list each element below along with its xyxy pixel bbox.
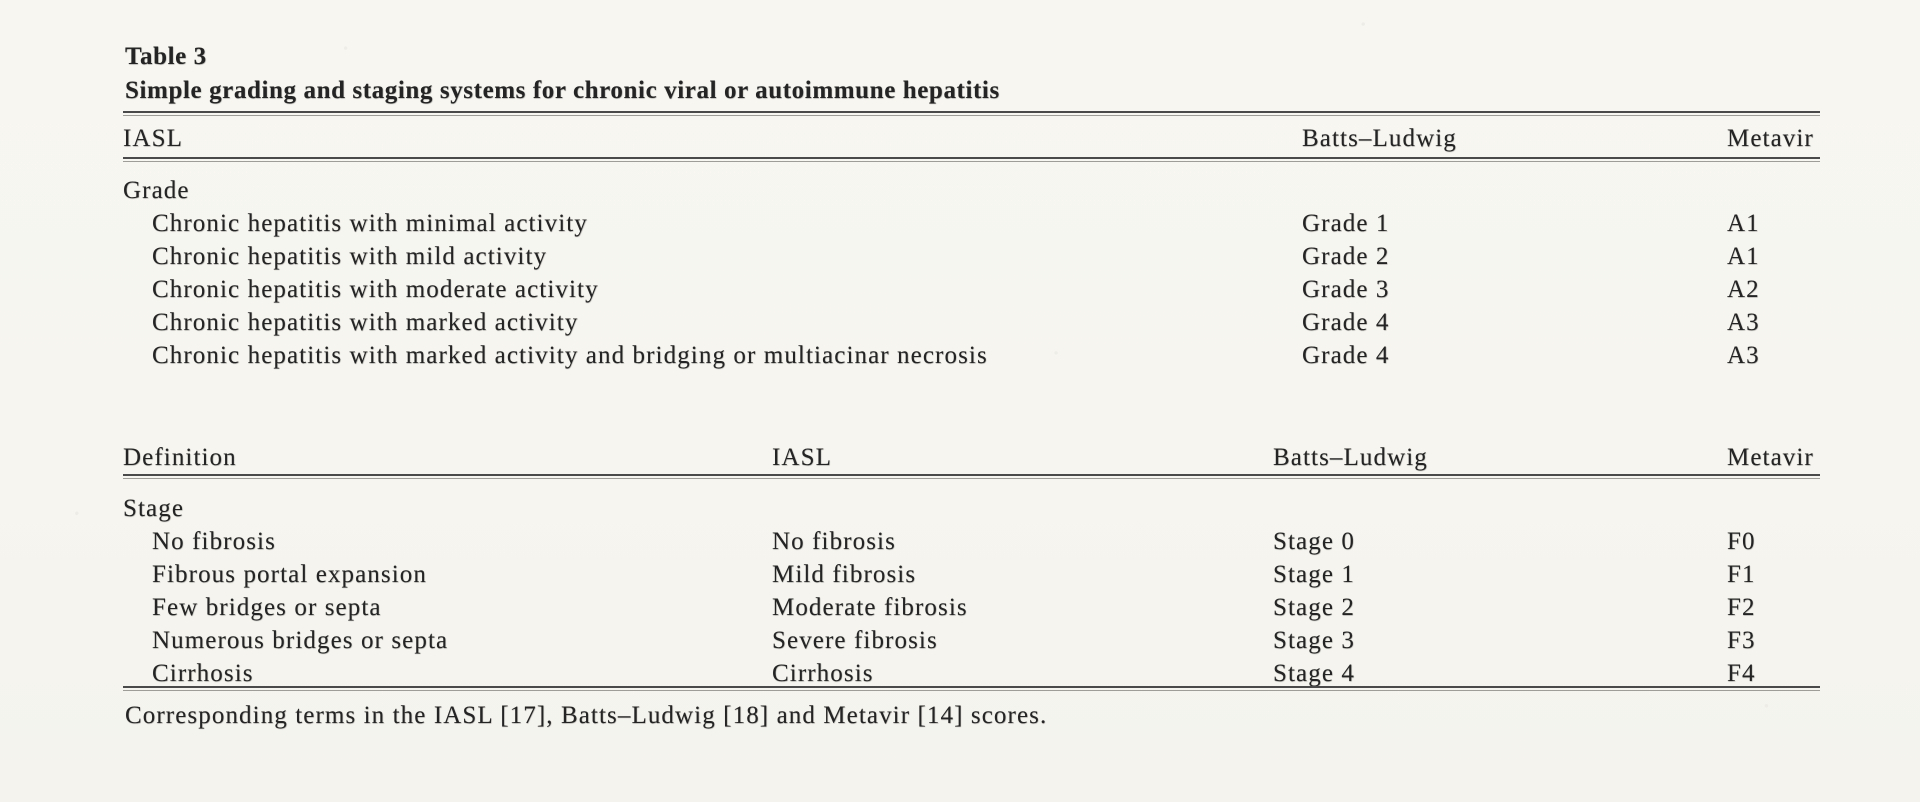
grading-section-row — [123, 174, 1820, 207]
staging-cell-iasl: Moderate fibrosis — [772, 594, 968, 621]
grading-cell-metavir: A1 — [1727, 210, 1760, 237]
grading-header-iasl: IASL — [123, 125, 183, 152]
grading-cell-iasl: Chronic hepatitis with marked activity — [152, 309, 579, 336]
staging-cell-definition: Cirrhosis — [152, 660, 254, 687]
grading-table-row — [123, 306, 1820, 339]
staging-table-body — [123, 492, 1820, 690]
staging-cell-batts-ludwig: Stage 3 — [1273, 627, 1355, 654]
staging-cell-batts-ludwig: Stage 2 — [1273, 594, 1355, 621]
staging-cell-definition: Fibrous portal expansion — [152, 561, 427, 588]
staging-header-metavir: Metavir — [1727, 444, 1814, 471]
staging-table-row — [123, 591, 1820, 624]
staging-cell-iasl: Severe fibrosis — [772, 627, 938, 654]
table-footnote: Corresponding terms in the IASL [17], Batts–Ludwig [18] and Metavir [14] scores. — [125, 702, 1048, 729]
grading-cell-batts-ludwig: Grade 3 — [1302, 276, 1390, 303]
grading-cell-iasl: Chronic hepatitis with marked activity and bridging or multiacinar necrosis — [152, 342, 988, 369]
grading-cell-iasl: Chronic hepatitis with moderate activity — [152, 276, 599, 303]
table-caption: Simple grading and staging systems for chronic viral or autoimmune hepatitis — [125, 77, 1000, 104]
staging-table-row — [123, 624, 1820, 657]
grading-table-row — [123, 240, 1820, 273]
grading-cell-batts-ludwig: Grade 1 — [1302, 210, 1390, 237]
grading-table-body — [123, 174, 1820, 372]
grading-cell-batts-ludwig: Grade 4 — [1302, 309, 1390, 336]
staging-cell-batts-ludwig: Stage 4 — [1273, 660, 1355, 687]
staging-cell-metavir: F0 — [1727, 528, 1756, 555]
staging-section-row — [123, 492, 1820, 525]
grading-cell-iasl: Chronic hepatitis with minimal activity — [152, 210, 588, 237]
staging-section-label: Stage — [123, 495, 185, 522]
grading-table-row — [123, 339, 1820, 372]
grading-cell-batts-ludwig: Grade 4 — [1302, 342, 1390, 369]
grading-cell-metavir: A2 — [1727, 276, 1760, 303]
staging-header-definition: Definition — [123, 444, 237, 471]
staging-cell-definition: Numerous bridges or septa — [152, 627, 449, 654]
staging-table-row — [123, 558, 1820, 591]
rule-staging-header-bottom — [123, 474, 1820, 479]
staging-cell-iasl: Mild fibrosis — [772, 561, 917, 588]
staging-table-row — [123, 525, 1820, 558]
staging-cell-metavir: F2 — [1727, 594, 1756, 621]
rule-grading-header-bottom — [123, 157, 1820, 162]
grading-table-row — [123, 273, 1820, 306]
grading-table-header-row — [123, 124, 1820, 154]
staging-cell-iasl: No fibrosis — [772, 528, 896, 555]
grading-section-label: Grade — [123, 177, 190, 204]
staging-header-batts-ludwig: Batts–Ludwig — [1273, 444, 1428, 471]
rule-table-top — [123, 111, 1820, 116]
staging-cell-metavir: F1 — [1727, 561, 1756, 588]
staging-cell-metavir: F3 — [1727, 627, 1756, 654]
staging-header-iasl: IASL — [772, 444, 832, 471]
staging-cell-metavir: F4 — [1727, 660, 1756, 687]
staging-cell-definition: Few bridges or septa — [152, 594, 382, 621]
staging-cell-iasl: Cirrhosis — [772, 660, 874, 687]
grading-cell-metavir: A3 — [1727, 342, 1760, 369]
table-number: Table 3 — [125, 43, 207, 70]
grading-cell-metavir: A1 — [1727, 243, 1760, 270]
grading-table-row — [123, 207, 1820, 240]
rule-table-bottom — [123, 686, 1820, 691]
staging-cell-definition: No fibrosis — [152, 528, 276, 555]
grading-cell-batts-ludwig: Grade 2 — [1302, 243, 1390, 270]
grading-header-metavir: Metavir — [1727, 125, 1814, 152]
staging-table-header-row — [123, 443, 1820, 473]
grading-cell-metavir: A3 — [1727, 309, 1760, 336]
staging-cell-batts-ludwig: Stage 0 — [1273, 528, 1355, 555]
grading-header-batts-ludwig: Batts–Ludwig — [1302, 125, 1457, 152]
staging-cell-batts-ludwig: Stage 1 — [1273, 561, 1355, 588]
grading-cell-iasl: Chronic hepatitis with mild activity — [152, 243, 548, 270]
table-3-figure — [123, 0, 1820, 802]
